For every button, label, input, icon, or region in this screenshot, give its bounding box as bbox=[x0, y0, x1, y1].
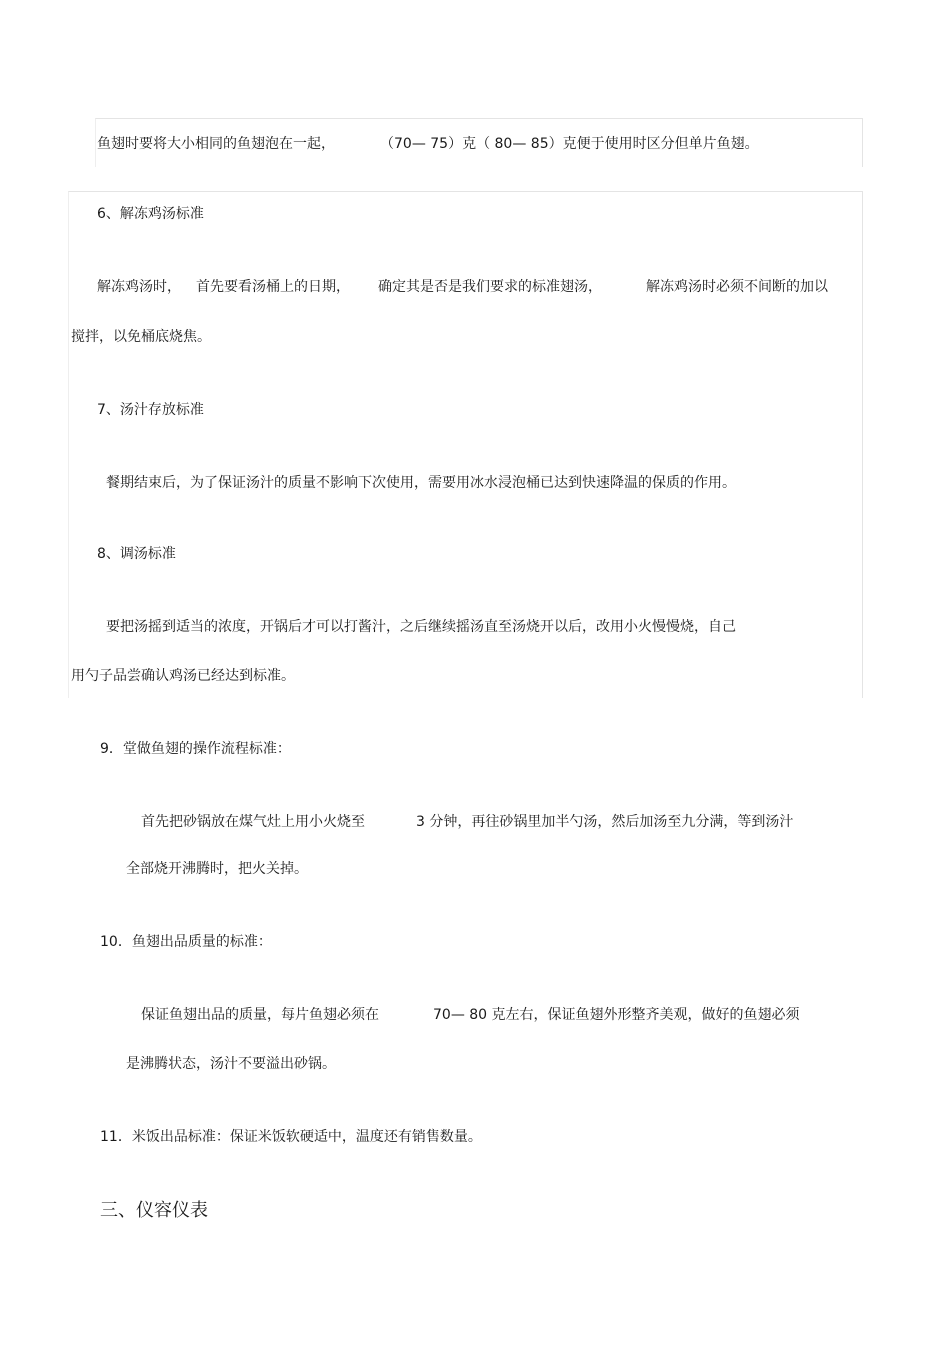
s9-heading: 9．堂做鱼翅的操作流程标准： bbox=[100, 741, 291, 757]
s9-text-line2: 全部烧开沸腾时，把火关掉。 bbox=[126, 861, 308, 877]
s10-text-line2: 是沸腾状态，汤汁不要溢出砂锅。 bbox=[126, 1056, 336, 1072]
s6-text-a: 解冻鸡汤时， bbox=[97, 279, 181, 295]
s9-text-b: 3 分钟，再往砂锅里加半勺汤，然后加汤至九分满，等到汤汁 bbox=[416, 814, 794, 830]
s9-text-a: 首先把砂锅放在煤气灶上用小火烧至 bbox=[141, 814, 365, 830]
s7-heading: 7、汤汁存放标准 bbox=[97, 402, 204, 418]
s5-text-a: 鱼翅时要将大小相同的鱼翅泡在一起， bbox=[97, 136, 335, 152]
s6-text-c: 确定其是否是我们要求的标准翅汤， bbox=[378, 279, 602, 295]
s6-text-d: 解冻鸡汤时必须不间断的加以 bbox=[646, 279, 828, 295]
s8-heading: 8、调汤标准 bbox=[97, 546, 176, 562]
s8-text-line1: 要把汤摇到适当的浓度，开锅后才可以打酱汁，之后继续摇汤直至汤烧开以后，改用小火慢慢烧，自己 bbox=[106, 619, 736, 635]
s11-text: 11．米饭出品标准：保证米饭软硬适中，温度还有销售数量。 bbox=[100, 1129, 482, 1145]
s10-heading: 10．鱼翅出品质量的标准： bbox=[100, 934, 272, 950]
s8-text-line2: 用勺子品尝确认鸡汤已经达到标准。 bbox=[71, 668, 295, 684]
s10-text-b: 70— 80 克左右，保证鱼翅外形整齐美观，做好的鱼翅必须 bbox=[433, 1007, 800, 1023]
s7-text: 餐期结束后，为了保证汤汁的质量不影响下次使用，需要用冰水浸泡桶已达到快速降温的保质的作用。 bbox=[106, 475, 736, 491]
s6-text-line2: 搅拌，以免桶底烧焦。 bbox=[71, 329, 211, 345]
s6-text-b: 首先要看汤桶上的日期， bbox=[196, 279, 350, 295]
section-three-heading: 三、仪容仪表 bbox=[100, 1200, 208, 1221]
s10-text-a: 保证鱼翅出品的质量，每片鱼翅必须在 bbox=[141, 1007, 379, 1023]
s6-heading: 6、解冻鸡汤标准 bbox=[97, 206, 204, 222]
s5-text-b: （70— 75）克（ 80— 85）克便于使用时区分但单片鱼翅。 bbox=[380, 136, 759, 152]
